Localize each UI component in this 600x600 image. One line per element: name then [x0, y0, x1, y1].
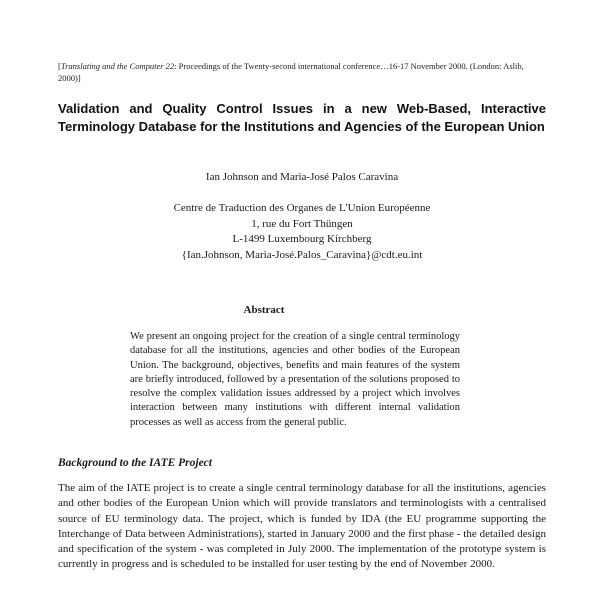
paper-title: Validation and Quality Control Issues in a new Web-Based, Interactive Terminology Database for the Institutions and Agencies of the European Union: [58, 101, 546, 134]
affiliation-city: L-1499 Luxembourg Kirchberg: [232, 233, 372, 245]
author-list: Ian Johnson and Maria-José Palos Caravina: [205, 171, 399, 183]
abstract-body: We present an ongoing project for the creation of a single central terminology database for all the institutions, agencies and other bodies of the European Union. The background, objectives, benefits and main features of the system are briefly introduced, followed by a presentation of the solutions proposed to resolve the complex validation issues addressed by a project which involves interaction between many institutions with different internal validation processes as well as access from the general public.: [130, 331, 460, 428]
affiliation-institution: Centre de Traduction des Organes de L'Union Européenne: [173, 202, 431, 214]
affiliation-block: [58, 201, 546, 263]
source-note: [58, 60, 546, 84]
source-note-open-bracket: [: [58, 61, 61, 71]
affiliation-emails: {Ian.Johnson, Maria-José.Palos_Caravina}@cdt.eu.int: [181, 248, 423, 261]
abstract-heading: Abstract: [243, 304, 285, 316]
section-heading: Background to the IATE Project: [58, 457, 212, 469]
source-note-details: : Proceedings of the Twenty-second international conference…16-17 November 2000. (London: Aslib, 2000)]: [58, 61, 524, 83]
publication-title: Translating and the Computer 22: [60, 61, 175, 71]
section-body: The aim of the IATE project is to create a single central terminology database for all the institutions, agencies and other bodies of the European Union which will provide translators and terminologists with a centralised source of EU terminology data. The project, which is funded by IDA (the EU programme supporting the Interchange of Data between Administrations), started in January 2000 and the first phase - the detailed design and specification of the system - was completed in July 2000. The implementation of the prototype system is currently in progress and is scheduled to be installed for user testing by the end of November 2000.: [58, 482, 546, 571]
affiliation-street: 1, rue du Fort Thüngen: [251, 217, 353, 230]
